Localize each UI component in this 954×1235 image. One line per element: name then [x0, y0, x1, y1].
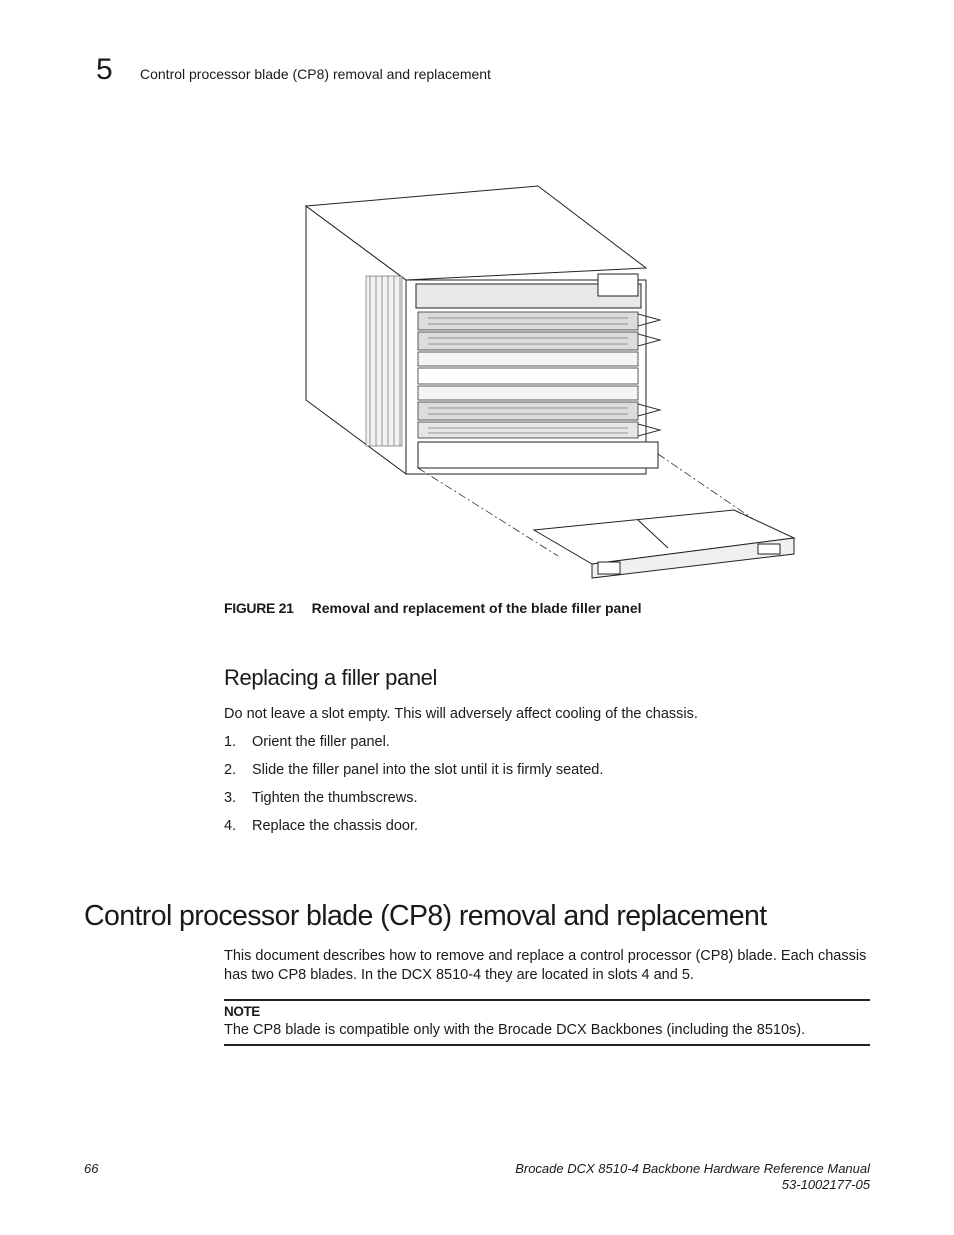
note-bottom-rule [224, 1044, 870, 1046]
chassis-figure-illustration [298, 184, 800, 582]
running-header-title: Control processor blade (CP8) removal and replacement [140, 66, 491, 82]
figure-caption [224, 599, 642, 617]
note-top-rule [224, 999, 870, 1001]
note-text: The CP8 blade is compatible only with the Brocade DCX Backbones (including the 8510s). [224, 1022, 806, 1038]
step-number: 1. [224, 734, 237, 750]
step-number: 3. [224, 790, 237, 806]
list-item [224, 761, 603, 780]
footer-manual-title: Brocade DCX 8510-4 Backbone Hardware Reference Manual [515, 1161, 870, 1176]
section-heading-cp8: Control processor blade (CP8) removal and replacement [84, 900, 767, 932]
step-number: 4. [224, 818, 237, 834]
footer-manual-info [515, 1161, 870, 1193]
cp8-body-text: This document describes how to remove and replace a control processor (CP8) blade. Each chassis has two CP8 blades. In the DCX 8510-4 they are located in slots 4 and 5. [224, 948, 867, 983]
figure-title: Removal and replacement of the blade filler panel [311, 600, 642, 616]
list-item [224, 733, 390, 752]
section-heading-filler: Replacing a filler panel [224, 665, 437, 690]
chapter-number: 5 [96, 53, 113, 86]
filler-intro-text: Do not leave a slot empty. This will adversely affect cooling of the chassis. [224, 706, 698, 722]
step-text: Tighten the thumbscrews. [252, 790, 418, 806]
list-item [224, 789, 417, 808]
figure-label: FIGURE 21 [224, 600, 294, 616]
page-number: 66 [84, 1161, 99, 1176]
step-text: Orient the filler panel. [252, 734, 390, 750]
step-number: 2. [224, 762, 237, 778]
step-text: Slide the filler panel into the slot until it is firmly seated. [252, 762, 604, 778]
list-item [224, 817, 418, 836]
footer-doc-number: 53-1002177-05 [781, 1177, 870, 1192]
note-label: NOTE [224, 1004, 260, 1019]
step-text: Replace the chassis door. [252, 818, 419, 834]
